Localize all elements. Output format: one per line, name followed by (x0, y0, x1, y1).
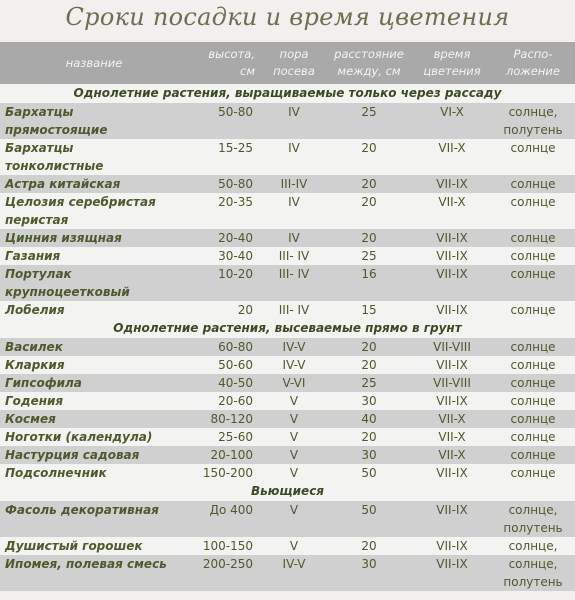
location-cell-line: солнце, (508, 557, 558, 571)
sowing-cell: V (263, 410, 325, 428)
bloom-cell: VII-X (413, 410, 491, 428)
header-name (0, 42, 188, 84)
sowing-cell: IV (263, 229, 325, 247)
location-cell (491, 356, 575, 374)
plant-name-cell (0, 229, 188, 247)
plant-name-cell-line: Ипомея, полевая смесь (5, 557, 167, 571)
plant-name-cell (0, 410, 188, 428)
distance-cell: 25 (325, 247, 413, 265)
height-cell: 60-80 (188, 338, 263, 356)
location-cell (491, 247, 575, 265)
plant-name-cell-line: Настурция садовая (5, 448, 140, 462)
table-row (0, 501, 575, 537)
section-header-row (0, 84, 575, 103)
bloom-cell: VII-IX (413, 501, 491, 537)
plant-name-cell-line: Цинния изящная (5, 231, 122, 245)
distance-cell: 30 (325, 555, 413, 591)
location-cell (491, 392, 575, 410)
plant-name-cell-line: Годения (5, 394, 64, 408)
plant-name-cell-line: Фасоль декоративная (5, 503, 159, 517)
section-header-row (0, 319, 575, 338)
location-cell (491, 428, 575, 446)
bloom-cell: VII-VIII (413, 374, 491, 392)
distance-cell: 25 (325, 374, 413, 392)
location-cell (491, 338, 575, 356)
plant-name-cell (0, 356, 188, 374)
location-cell (491, 139, 575, 175)
table-row (0, 175, 575, 193)
plant-name-cell (0, 464, 188, 482)
table-row (0, 464, 575, 482)
plant-name-cell (0, 265, 188, 301)
distance-cell: 20 (325, 175, 413, 193)
header-bloom (413, 42, 491, 84)
height-cell: 20-35 (188, 193, 263, 229)
distance-cell: 25 (325, 103, 413, 139)
header-distance (325, 42, 413, 84)
header-height (188, 42, 263, 84)
distance-cell: 30 (325, 392, 413, 410)
location-cell-line: солнце (510, 231, 556, 245)
bloom-cell: VII-IX (413, 464, 491, 482)
bloom-cell: VII-X (413, 428, 491, 446)
plant-name-cell (0, 193, 188, 229)
plant-name-cell-line: Астра китайская (5, 177, 121, 191)
header-location (491, 42, 575, 84)
height-cell: 10-20 (188, 265, 263, 301)
plant-name-cell (0, 428, 188, 446)
height-cell: 200-250 (188, 555, 263, 591)
header-location-line1: Распо- (513, 47, 553, 61)
location-cell-line: солнце, (508, 503, 558, 517)
plant-name-cell-line: Василек (5, 340, 63, 354)
height-cell: До 400 (188, 501, 263, 537)
location-cell-line: солнце (510, 340, 556, 354)
location-cell-line: солнце (510, 177, 556, 191)
height-cell: 80-120 (188, 410, 263, 428)
plant-name-cell-line: перистая (5, 213, 69, 227)
sowing-cell: IV (263, 139, 325, 175)
location-cell (491, 501, 575, 537)
height-cell: 20 (188, 301, 263, 319)
header-sowing-line1: пора (279, 47, 309, 61)
bloom-cell: VII-X (413, 446, 491, 464)
location-cell-line: солнце (510, 448, 556, 462)
table-row (0, 265, 575, 301)
plant-name-cell-line: Кларкия (5, 358, 65, 372)
table-row (0, 247, 575, 265)
height-cell: 50-80 (188, 175, 263, 193)
plant-name-cell-line: Подсолнечник (5, 466, 107, 480)
plant-name-cell-line: прямостоящие (5, 123, 108, 137)
section-title: Вьющиеся (0, 482, 575, 501)
distance-cell: 50 (325, 501, 413, 537)
height-cell: 50-60 (188, 356, 263, 374)
distance-cell: 40 (325, 410, 413, 428)
plant-name-cell (0, 501, 188, 537)
plant-name-cell (0, 338, 188, 356)
sowing-cell: III- IV (263, 301, 325, 319)
header-distance-line2: между, см (337, 64, 401, 78)
sowing-cell: IV (263, 193, 325, 229)
header-location-line2: ложение (506, 64, 560, 78)
distance-cell: 20 (325, 537, 413, 555)
plant-name-cell (0, 537, 188, 555)
distance-cell: 20 (325, 356, 413, 374)
location-cell (491, 410, 575, 428)
location-cell-line: солнце (510, 394, 556, 408)
plant-name-cell-line: Ноготки (календула) (5, 430, 153, 444)
section-header-row (0, 482, 575, 501)
table-row (0, 139, 575, 175)
header-sowing-line2: посева (273, 64, 315, 78)
planting-table (0, 42, 575, 591)
plant-name-cell-line: Портулак (5, 267, 72, 281)
plant-name-cell-line: Лобелия (5, 303, 65, 317)
height-cell: 100-150 (188, 537, 263, 555)
height-cell: 15-25 (188, 139, 263, 175)
bloom-cell: VII-IX (413, 247, 491, 265)
height-cell: 25-60 (188, 428, 263, 446)
plant-name-cell-line: Газания (5, 249, 61, 263)
location-cell-line: солнце (510, 267, 556, 281)
location-cell-line: полутень (503, 575, 563, 589)
bloom-cell: VII-X (413, 139, 491, 175)
table-row (0, 229, 575, 247)
sowing-cell: IV-V (263, 356, 325, 374)
page-title: Сроки посадки и время цветения (65, 3, 510, 31)
location-cell-line: полутень (503, 123, 563, 137)
bloom-cell: VII-IX (413, 301, 491, 319)
sowing-cell: III- IV (263, 265, 325, 301)
table-row (0, 301, 575, 319)
location-cell (491, 464, 575, 482)
header-height-line1: высота, (208, 47, 255, 61)
sowing-cell: III-IV (263, 175, 325, 193)
location-cell-line: солнце (510, 358, 556, 372)
distance-cell: 15 (325, 301, 413, 319)
plant-name-cell (0, 374, 188, 392)
sowing-cell: IV-V (263, 555, 325, 591)
header-row (0, 42, 575, 84)
table-row (0, 392, 575, 410)
location-cell (491, 103, 575, 139)
plant-name-cell (0, 139, 188, 175)
bloom-cell: VII-IX (413, 265, 491, 301)
height-cell: 40-50 (188, 374, 263, 392)
plant-name-cell-line: Душистый горошек (5, 539, 143, 553)
distance-cell: 20 (325, 193, 413, 229)
table-row (0, 555, 575, 591)
distance-cell: 20 (325, 338, 413, 356)
sowing-cell: III- IV (263, 247, 325, 265)
bloom-cell: VII-IX (413, 175, 491, 193)
location-cell-line: солнце (510, 303, 556, 317)
distance-cell: 30 (325, 446, 413, 464)
table-row (0, 193, 575, 229)
section-title: Однолетние растения, высеваемые прямо в грунт (0, 319, 575, 338)
location-cell-line: солнце, (508, 539, 558, 553)
table-row (0, 374, 575, 392)
section-title: Однолетние растения, выращиваемые только через рассаду (0, 84, 575, 103)
header-bloom-line1: время (433, 47, 471, 61)
sowing-cell: V (263, 446, 325, 464)
bloom-cell: VII-VIII (413, 338, 491, 356)
header-bloom-line2: цветения (423, 64, 481, 78)
location-cell (491, 265, 575, 301)
header-distance-line1: расстояние (334, 47, 404, 61)
location-cell (491, 175, 575, 193)
plant-name-cell (0, 555, 188, 591)
location-cell-line: солнце (510, 412, 556, 426)
sowing-cell: V (263, 464, 325, 482)
sowing-cell: IV-V (263, 338, 325, 356)
plant-name-cell (0, 247, 188, 265)
location-cell-line: солнце (510, 141, 556, 155)
location-cell-line: солнце (510, 466, 556, 480)
sowing-cell: V-VI (263, 374, 325, 392)
location-cell (491, 301, 575, 319)
location-cell (491, 374, 575, 392)
plant-name-cell (0, 446, 188, 464)
bloom-cell: VII-IX (413, 537, 491, 555)
plant-name-cell-line: Космея (5, 412, 56, 426)
height-cell: 50-80 (188, 103, 263, 139)
table-row (0, 428, 575, 446)
height-cell: 20-40 (188, 229, 263, 247)
location-cell-line: солнце (510, 376, 556, 390)
location-cell (491, 229, 575, 247)
table-row (0, 446, 575, 464)
plant-name-cell (0, 301, 188, 319)
plant-name-cell-line: Бархатцы (5, 105, 74, 119)
location-cell-line: солнце (510, 430, 556, 444)
distance-cell: 20 (325, 229, 413, 247)
location-cell (491, 555, 575, 591)
location-cell (491, 446, 575, 464)
sowing-cell: IV (263, 103, 325, 139)
table-body (0, 84, 575, 591)
location-cell-line: солнце, (508, 105, 558, 119)
sowing-cell: V (263, 392, 325, 410)
table-row (0, 537, 575, 555)
bloom-cell: VII-IX (413, 356, 491, 374)
distance-cell: 20 (325, 139, 413, 175)
location-cell-line: солнце (510, 249, 556, 263)
height-cell: 150-200 (188, 464, 263, 482)
bloom-cell: VI-X (413, 103, 491, 139)
plant-name-cell (0, 392, 188, 410)
distance-cell: 20 (325, 428, 413, 446)
plant-name-cell-line: Бархатцы (5, 141, 74, 155)
header-sowing (263, 42, 325, 84)
header-height-line2: см (240, 64, 255, 78)
location-cell (491, 193, 575, 229)
distance-cell: 50 (325, 464, 413, 482)
table-row (0, 338, 575, 356)
height-cell: 20-100 (188, 446, 263, 464)
plant-name-cell-line: тонколистные (5, 159, 104, 173)
table-row (0, 356, 575, 374)
plant-name-cell-line: Целозия серебристая (5, 195, 156, 209)
bloom-cell: VII-IX (413, 555, 491, 591)
height-cell: 30-40 (188, 247, 263, 265)
location-cell-line: полутень (503, 521, 563, 535)
plant-name-cell-line: Гипсофила (5, 376, 82, 390)
bloom-cell: VII-X (413, 193, 491, 229)
sowing-cell: V (263, 428, 325, 446)
plant-name-cell-line: крупноцеетковый (5, 285, 130, 299)
bloom-cell: VII-IX (413, 392, 491, 410)
header-name-label: название (65, 55, 123, 70)
bloom-cell: VII-IX (413, 229, 491, 247)
location-cell-line: солнце (510, 195, 556, 209)
sowing-cell: V (263, 537, 325, 555)
sowing-cell: V (263, 501, 325, 537)
height-cell: 20-60 (188, 392, 263, 410)
table-row (0, 103, 575, 139)
location-cell (491, 537, 575, 555)
distance-cell: 16 (325, 265, 413, 301)
table-row (0, 410, 575, 428)
plant-name-cell (0, 175, 188, 193)
plant-name-cell (0, 103, 188, 139)
